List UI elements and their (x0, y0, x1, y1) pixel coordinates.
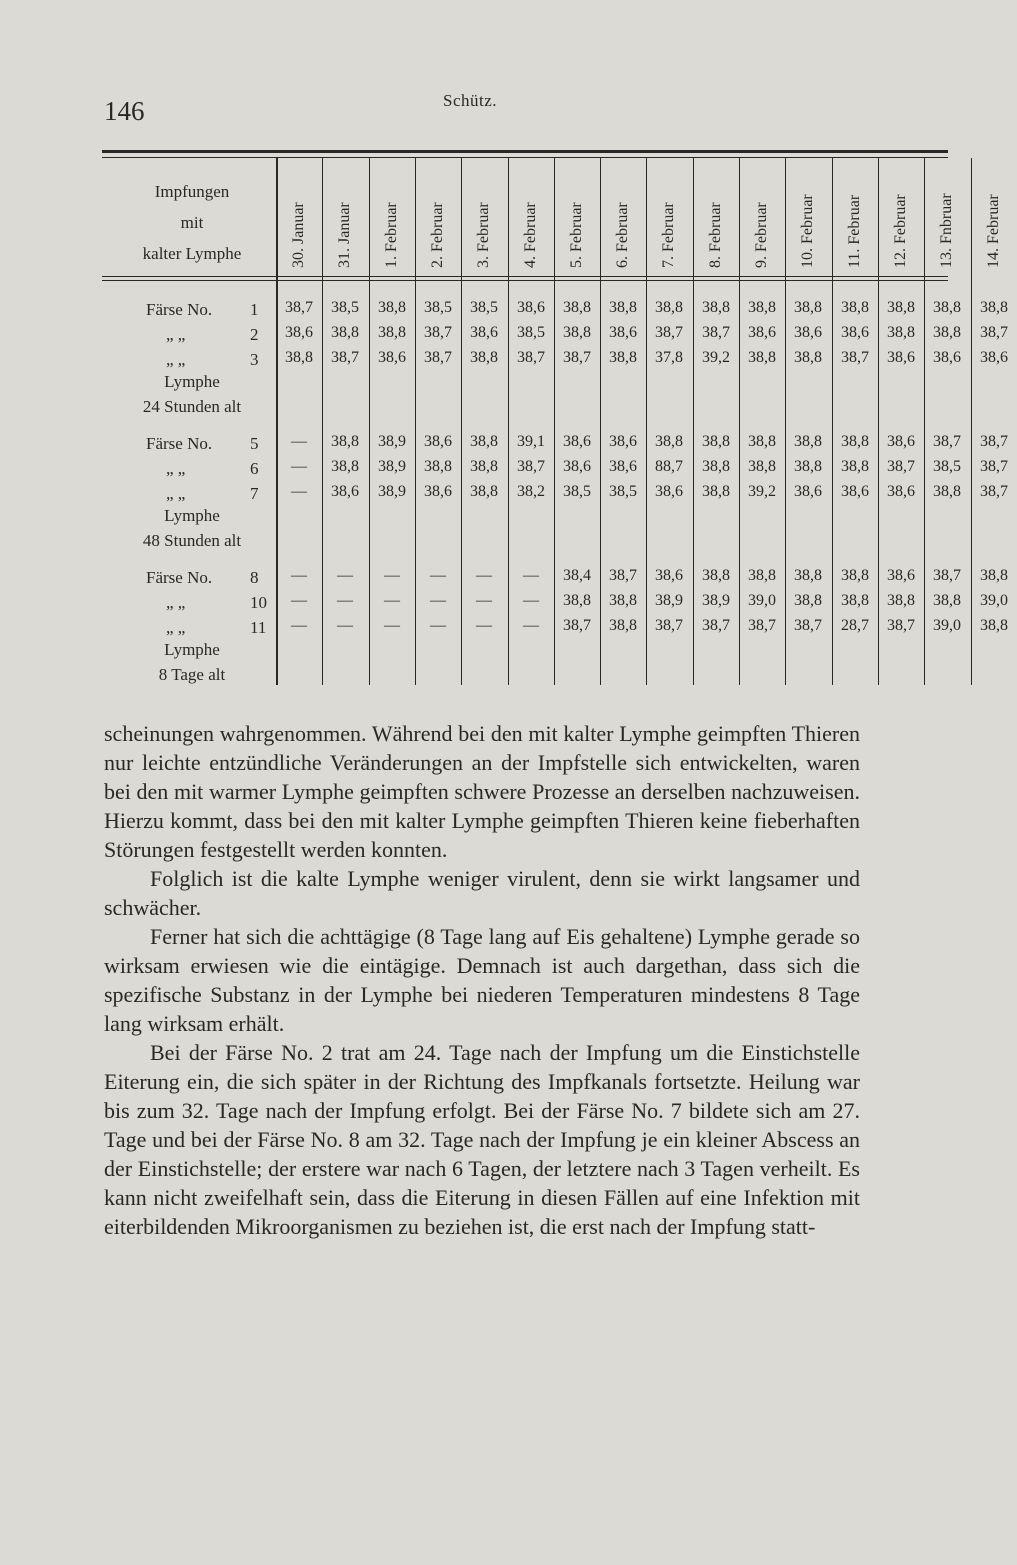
temperature-cell: 38,7 (980, 433, 1008, 450)
temperature-cell: — (291, 592, 307, 609)
temperature-cell: 38,8 (887, 592, 915, 609)
date-column-header: 10. Februar (799, 194, 816, 268)
temperature-cell: 38,8 (794, 299, 822, 316)
temperature-cell: 38,5 (424, 299, 452, 316)
page-number: 146 (104, 96, 145, 126)
temperature-cell: — (291, 458, 307, 475)
paragraph: Ferner hat sich die achttägige (8 Tage lang auf Eis gehaltene) Lymphe gerade so wirksam erwiesen wie die eintägige. Demnach ist auch dargethan, dass sich die spezifische Substanz in der Lymphe bei niederen Temperaturen mindestens 8 Tage lang wirksam erhält. (104, 924, 860, 1036)
temperature-cell: 38,8 (331, 433, 359, 450)
temperature-cell: — (523, 567, 539, 584)
temperature-cell: — (430, 567, 446, 584)
temperature-cell: 38,6 (841, 483, 869, 500)
date-column-header: 14. Februar (985, 194, 1002, 268)
date-column-header: 9. Februar (753, 202, 770, 268)
date-column-header: 30. Januar (290, 202, 307, 268)
temperature-cell: 38,8 (748, 458, 776, 475)
temperature-cell: 38,8 (331, 458, 359, 475)
temperature-cell: 38,8 (980, 567, 1008, 584)
temperature-cell: 38,8 (841, 458, 869, 475)
temperature-cell: 38,8 (702, 458, 730, 475)
temperature-cell: 38,8 (841, 299, 869, 316)
temperature-cell: 38,8 (933, 592, 961, 609)
temperature-cell: 38,7 (424, 324, 452, 341)
temperature-cell: 38,8 (933, 483, 961, 500)
paragraph: Bei der Färse No. 2 trat am 24. Tage nach der Impfung um die Einstichstelle Eiterung ein, die sich später in der Richtung des Impfkanals fortsetzte. Heilung war bis zum 32. Tage nach der Impfung erfolgt. Bei der Färse No. 7 bildete sich am 27. Tage und bei der Färse No. 8 am 32. Tage nach der Impfung je ein kleiner Abscess an der Einstichstelle; der erstere war nach 6 Tagen, der letztere nach 3 Tagen verheilt. Es kann nicht zweifelhaft sein, dass die Eiterung in diesen Fällen auf eine Infektion mit eiterbildenden Mikroorganismen zu beziehen ist, die erst nach der Impfung statt- (104, 1040, 860, 1239)
date-column-header: 5. Februar (568, 202, 585, 268)
temperature-cell: 38,8 (424, 458, 452, 475)
header-label-line: mit (180, 213, 204, 232)
temperature-cell: — (384, 567, 400, 584)
temperature-cell: 38,9 (378, 433, 406, 450)
temperature-cell: 38,7 (933, 433, 961, 450)
temperature-cell: 38,8 (748, 299, 776, 316)
temperature-cell: 38,8 (609, 299, 637, 316)
temperature-cell: 38,5 (517, 324, 545, 341)
temperature-cell: 38,8 (841, 433, 869, 450)
temperature-cell: — (430, 617, 446, 634)
temperature-cell: — (291, 567, 307, 584)
temperature-cell: 38,8 (980, 299, 1008, 316)
temperature-cell: 38,9 (702, 592, 730, 609)
temperature-cell: 38,5 (331, 299, 359, 316)
lymph-age-label: 48 Stunden alt (142, 531, 242, 550)
temperature-cell: 38,8 (887, 299, 915, 316)
temperature-cell: 38,9 (378, 458, 406, 475)
temperature-cell: 38,6 (331, 483, 359, 500)
temperature-cell: 38,6 (655, 567, 683, 584)
date-column-header: 4. Februar (522, 202, 539, 268)
temperature-cell: — (430, 592, 446, 609)
lymph-age-label: 24 Stunden alt (142, 397, 242, 416)
temperature-cell: 38,9 (378, 483, 406, 500)
temperature-cell: 37,8 (655, 349, 683, 366)
temperature-cell: 38,8 (470, 349, 498, 366)
date-column-header: 1. Februar (383, 202, 400, 268)
temperature-cell: 38,6 (887, 483, 915, 500)
temperature-cell: 88,7 (655, 458, 683, 475)
temperature-cell: 38,6 (887, 567, 915, 584)
temperature-cell: 38,8 (609, 617, 637, 634)
paragraph: scheinungen wahrgenommen. Während bei den mit kalter Lymphe geimpften Thieren nur leichte entzündliche Veränderungen an der Impfstelle sich entwickelten, waren bei den mit warmer Lymphe geimpften schwere Prozesse an derselben nachzuweisen. Hierzu kommt, dass bei den mit kalter Lymphe geimpften Thieren keine fieberhaften Störungen festgestellt werden konnten. (104, 721, 860, 862)
temperature-cell: 38,7 (563, 617, 591, 634)
temperature-cell: 38,8 (702, 299, 730, 316)
temperature-cell: — (291, 617, 307, 634)
temperature-cell: 38,6 (794, 324, 822, 341)
lymph-age-label: Lymphe (164, 640, 220, 659)
temperature-cell: 38,6 (794, 483, 822, 500)
heifer-label: Färse No. (146, 568, 213, 587)
temperature-cell: 38,7 (887, 617, 915, 634)
temperature-cell: 39,2 (748, 483, 776, 500)
temperature-cell: 38,7 (702, 617, 730, 634)
temperature-cell: 38,8 (748, 433, 776, 450)
body-text (104, 719, 860, 1241)
temperature-cell: — (523, 617, 539, 634)
temperature-cell: 38,8 (794, 567, 822, 584)
temperature-cell: 38,7 (702, 324, 730, 341)
temperature-cell: 38,7 (331, 349, 359, 366)
lymph-age-label: 8 Tage alt (158, 665, 226, 684)
temperature-cell: 38,6 (285, 324, 313, 341)
temperature-cell: — (337, 592, 353, 609)
temperature-cell: 38,8 (794, 592, 822, 609)
temperature-cell: 38,8 (933, 324, 961, 341)
temperature-cell: 38,7 (285, 299, 313, 316)
temperature-cell: 38,7 (609, 567, 637, 584)
temperature-cell: 38,8 (794, 458, 822, 475)
temperature-cell: 38,8 (378, 299, 406, 316)
date-column-header: 12. Februar (892, 194, 909, 268)
temperature-cell: 38,6 (887, 433, 915, 450)
heifer-number: 3 (250, 350, 259, 369)
temperature-cell: 38,8 (702, 567, 730, 584)
temperature-cell: 38,8 (609, 592, 637, 609)
table-header-rule (102, 276, 948, 277)
temperature-cell: 38,8 (887, 324, 915, 341)
heifer-label: Färse No. (146, 300, 213, 319)
temperature-cell: 38,8 (702, 433, 730, 450)
temperature-cell: 38,6 (609, 458, 637, 475)
temperature-cell: 38,7 (980, 458, 1008, 475)
heifer-label: „ „ (166, 325, 186, 344)
temperature-cell: 38,8 (563, 299, 591, 316)
temperature-cell: 38,6 (933, 349, 961, 366)
temperature-cell: 38,8 (841, 567, 869, 584)
heifer-number: 10 (250, 593, 267, 612)
temperature-cell: 38,5 (563, 483, 591, 500)
date-column-header: 2. Februar (429, 202, 446, 268)
temperature-cell: 38,6 (887, 349, 915, 366)
temperature-cell: — (291, 433, 307, 450)
temperature-cell: 38,7 (517, 349, 545, 366)
heifer-number: 8 (250, 568, 259, 587)
temperature-cell: 38,6 (609, 433, 637, 450)
temperature-cell: 38,7 (933, 567, 961, 584)
heifer-label: „ „ (166, 618, 186, 637)
temperature-cell: 38,2 (517, 483, 545, 500)
temperature-cell: 38,7 (794, 617, 822, 634)
temperature-cell: 38,8 (841, 592, 869, 609)
temperature-cell: — (523, 592, 539, 609)
temperature-cell: 38,7 (655, 324, 683, 341)
date-column-header: 11. Februar (846, 194, 863, 268)
lymph-age-label: Lymphe (164, 372, 220, 391)
header-label-line: kalter Lymphe (142, 244, 242, 263)
temperature-cell: 38,6 (378, 349, 406, 366)
temperature-cell: 38,8 (378, 324, 406, 341)
lymph-age-label: Lymphe (164, 506, 220, 525)
temperature-cell: 38,6 (841, 324, 869, 341)
temperature-cell: 38,8 (794, 433, 822, 450)
heifer-label: „ „ (166, 459, 186, 478)
heifer-label: Färse No. (146, 434, 213, 453)
temperature-cell: 28,7 (841, 617, 869, 634)
temperature-cell: 38,8 (980, 617, 1008, 634)
heifer-number: 6 (250, 459, 259, 478)
temperature-cell: 38,8 (470, 483, 498, 500)
temperature-cell: 38,6 (655, 483, 683, 500)
temperature-cell: 38,6 (517, 299, 545, 316)
heifer-number: 7 (250, 484, 259, 503)
date-column-header: 6. Februar (614, 202, 631, 268)
temperature-cell: 38,8 (655, 433, 683, 450)
temperature-cell: 38,7 (748, 617, 776, 634)
temperature-cell: 38,7 (655, 617, 683, 634)
temperature-cell: — (384, 617, 400, 634)
heifer-label: „ „ (166, 484, 186, 503)
temperature-cell: 39,0 (933, 617, 961, 634)
temperature-cell: 38,7 (424, 349, 452, 366)
heifer-number: 5 (250, 434, 259, 453)
temperature-cell: 38,8 (794, 349, 822, 366)
temperature-cell: 38,5 (933, 458, 961, 475)
temperature-cell: 38,6 (748, 324, 776, 341)
temperature-cell: 38,6 (470, 324, 498, 341)
temperature-cell: 38,8 (609, 349, 637, 366)
date-column-header: 13. Fnbruar (938, 193, 955, 268)
heifer-number: 2 (250, 325, 259, 344)
temperature-cell: 39,0 (748, 592, 776, 609)
temperature-cell: 38,7 (980, 324, 1008, 341)
temperature-cell: 38,8 (655, 299, 683, 316)
table-header-rule-thin (102, 280, 948, 281)
date-column-header: 31. Januar (336, 202, 353, 268)
temperature-cell: 38,6 (563, 458, 591, 475)
heifer-number: 1 (250, 300, 259, 319)
temperature-cell: 38,7 (563, 349, 591, 366)
temperature-cell: 38,8 (331, 324, 359, 341)
temperature-cell: 38,8 (470, 433, 498, 450)
temperature-cell: 38,9 (655, 592, 683, 609)
temperature-cell: 39,1 (517, 433, 545, 450)
temperature-cell: 38,4 (563, 567, 591, 584)
heifer-label: „ „ (166, 593, 186, 612)
temperature-cell: — (337, 617, 353, 634)
temperature-cell: 39,0 (980, 592, 1008, 609)
header-label-line: Impfungen (154, 182, 230, 201)
temperature-cell: 38,5 (609, 483, 637, 500)
temperature-cell: 38,7 (517, 458, 545, 475)
temperature-cell: 38,6 (424, 433, 452, 450)
table-top-rule (102, 150, 948, 153)
temperature-cell: 38,6 (424, 483, 452, 500)
temperature-cell: 38,8 (748, 567, 776, 584)
temperature-cell: — (384, 592, 400, 609)
date-column-header: 3. Februar (475, 202, 492, 268)
running-head: Schütz. (442, 91, 498, 110)
temperature-cell: 38,8 (933, 299, 961, 316)
temperature-cell: 38,8 (702, 483, 730, 500)
table-header-label (110, 176, 274, 269)
temperature-cell: 38,7 (980, 483, 1008, 500)
temperature-cell: 38,7 (887, 458, 915, 475)
temperature-cell: 38,5 (470, 299, 498, 316)
temperature-cell: — (291, 483, 307, 500)
temperature-cell: 38,6 (563, 433, 591, 450)
temperature-cell: 38,8 (470, 458, 498, 475)
temperature-cell: 38,6 (609, 324, 637, 341)
heifer-label: „ „ (166, 350, 186, 369)
table-top-rule-thin (102, 157, 948, 158)
temperature-cell: — (476, 567, 492, 584)
temperature-cell: 38,8 (285, 349, 313, 366)
paragraph: Folglich ist die kalte Lymphe weniger virulent, denn sie wirkt langsamer und schwächer. (104, 866, 860, 920)
date-column-header: 8. Februar (707, 202, 724, 268)
temperature-cell: 38,8 (563, 592, 591, 609)
temperature-cell: 38,6 (980, 349, 1008, 366)
heifer-number: 11 (250, 618, 267, 637)
temperature-cell: — (476, 617, 492, 634)
temperature-cell: 38,7 (841, 349, 869, 366)
temperature-cell: — (476, 592, 492, 609)
date-column-header: 7. Februar (660, 202, 677, 268)
temperature-cell: 38,8 (748, 349, 776, 366)
temperature-cell: 38,8 (563, 324, 591, 341)
temperature-cell: — (337, 567, 353, 584)
temperature-cell: 39,2 (702, 349, 730, 366)
